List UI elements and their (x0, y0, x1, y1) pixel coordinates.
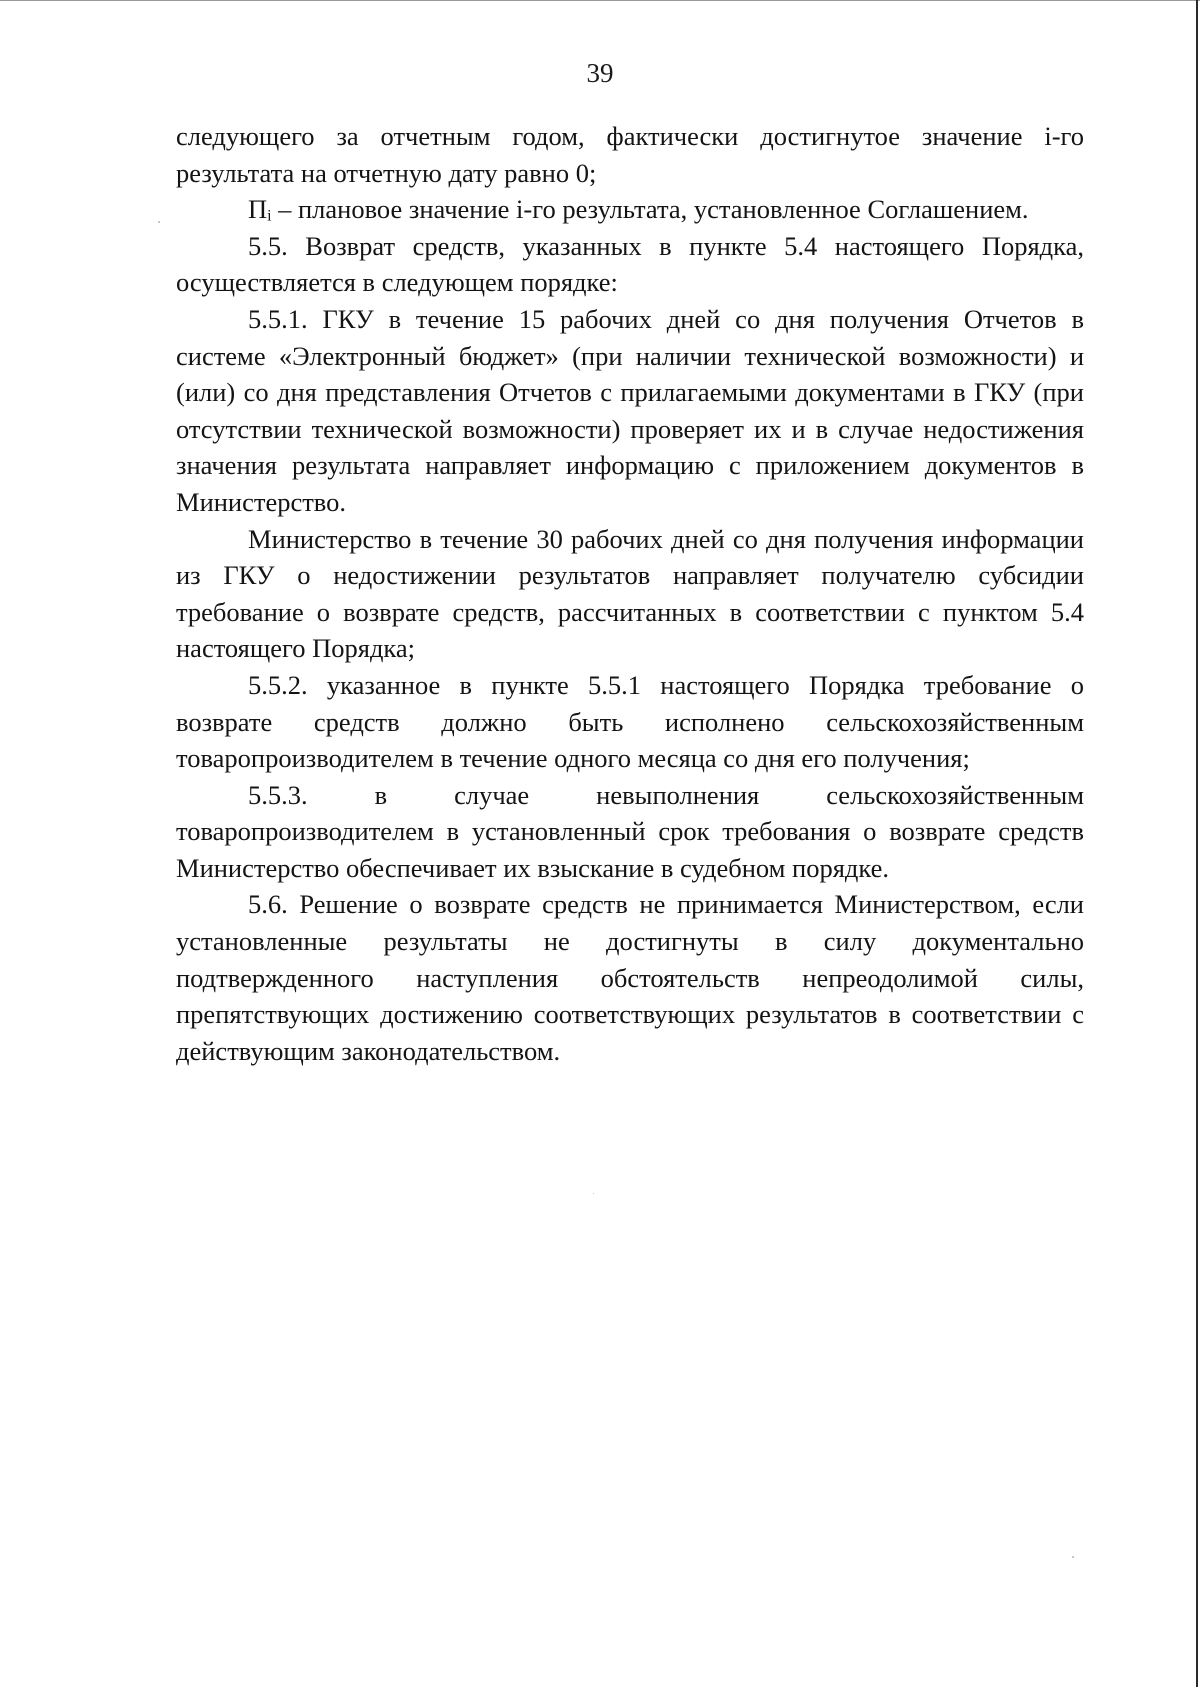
paragraph-plan-value-definition: Пᵢ – плановое значение i-го результата, установленное Соглашением. (248, 194, 1029, 225)
scan-speck (1072, 1556, 1074, 1558)
document-body (176, 118, 1084, 1069)
paragraph-5-6: 5.6. Решение о возврате средств не принимается Министерством, если установленные результаты не достигнуты в силу документально подтвержденного наступления обстоятельств непреодолимой силы, препятствующих достижению соответствующих результатов в соответствии с действующим законодательством. (176, 889, 1084, 1066)
scan-speck (593, 1193, 594, 1194)
paragraph-5-5: 5.5. Возврат средств, указанных в пункте 5.4 настоящего Порядка, осуществляется в следующем порядке: (176, 230, 1084, 298)
paragraph-5-5-2: 5.5.2. указанное в пункте 5.5.1 настоящего Порядка требование о возврате средств должно быть исполнено сельскохозяйственным товаропроизводителем в течение одного месяца со дня его получения; (176, 669, 1084, 774)
paragraph-ministry-requirement: Министерство в течение 30 рабочих дней со дня получения информации из ГКУ о недостижении результатов направляет получателю субсидии требование о возврате средств, рассчитанных в соответствии с пунктом 5.4 настоящего Порядка; (176, 523, 1084, 664)
page-right-edge (1196, 0, 1198, 1687)
page-top-edge (0, 0, 1200, 1)
paragraph-5-5-1: 5.5.1. ГКУ в течение 15 рабочих дней со дня получения Отчетов в системе «Электронный бюджет» (при наличии технической возможности) и (или) со дня представления Отчетов с прилагаемыми документами в ГКУ (при отсутствии технической возможности) проверяет их и в случае недостижения значения результата направляет информацию с приложением документов в Министерство. (176, 303, 1084, 517)
scan-speck (158, 221, 160, 223)
page-number: 39 (586, 58, 614, 88)
paragraph-5-5-3: 5.5.3. в случае невыполнения сельскохозяйственным товаропроизводителем в установленный срок требования о возврате средств Министерство обеспечивает их взыскание в судебном порядке. (176, 779, 1084, 883)
paragraph-continuation: следующего за отчетным годом, фактически достигнутое значение i-го результата на отчетную дату равно 0; (176, 121, 1084, 188)
